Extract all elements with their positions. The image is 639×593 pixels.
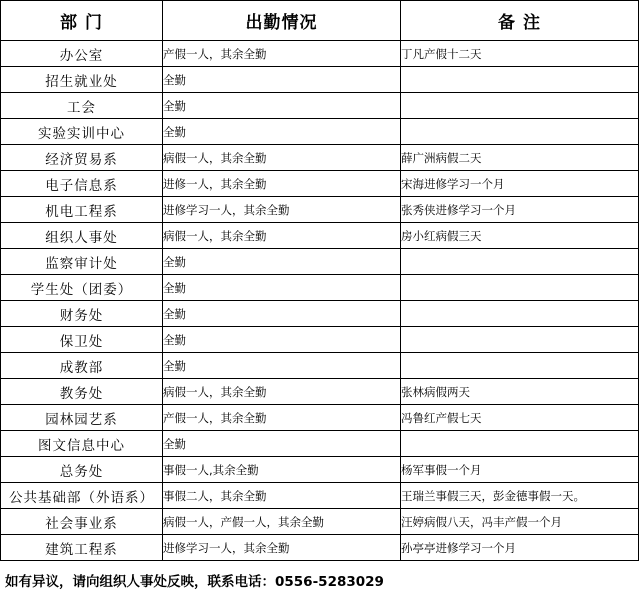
attendance-cell: 进修学习一人，其余全勤 [163, 197, 401, 223]
remarks-cell [401, 93, 639, 119]
attendance-cell: 全勤 [163, 67, 401, 93]
table-body [1, 41, 639, 561]
attendance-cell: 全勤 [163, 301, 401, 327]
table-row [1, 119, 639, 145]
remarks-cell [401, 119, 639, 145]
department-cell: 招生就业处 [1, 67, 163, 93]
table-row [1, 275, 639, 301]
attendance-cell: 全勤 [163, 353, 401, 379]
department-cell: 图文信息中心 [1, 431, 163, 457]
department-cell: 成教部 [1, 353, 163, 379]
department-cell: 公共基础部（外语系） [1, 483, 163, 509]
table-row [1, 535, 639, 561]
remarks-cell [401, 327, 639, 353]
table-row [1, 431, 639, 457]
attendance-cell: 全勤 [163, 431, 401, 457]
attendance-cell: 产假一人，其余全勤 [163, 41, 401, 67]
department-cell: 园林园艺系 [1, 405, 163, 431]
attendance-cell: 病假一人，其余全勤 [163, 379, 401, 405]
table-row [1, 145, 639, 171]
remarks-cell: 宋海进修学习一个月 [401, 171, 639, 197]
table-row [1, 379, 639, 405]
attendance-cell: 全勤 [163, 249, 401, 275]
attendance-cell: 事假一人,其余全勤 [163, 457, 401, 483]
remarks-cell [401, 353, 639, 379]
department-cell: 学生处（团委） [1, 275, 163, 301]
remarks-cell [401, 275, 639, 301]
attendance-cell: 全勤 [163, 275, 401, 301]
table-row [1, 67, 639, 93]
attendance-cell: 全勤 [163, 93, 401, 119]
department-cell: 经济贸易系 [1, 145, 163, 171]
table-row [1, 353, 639, 379]
remarks-cell: 汪婷病假八天，冯丰产假一个月 [401, 509, 639, 535]
remarks-cell [401, 249, 639, 275]
attendance-cell: 产假一人，其余全勤 [163, 405, 401, 431]
table-row [1, 327, 639, 353]
department-cell: 机电工程系 [1, 197, 163, 223]
attendance-cell: 进修学习一人，其余全勤 [163, 535, 401, 561]
remarks-cell: 杨军事假一个月 [401, 457, 639, 483]
contact-footer: 如有异议，请向组织人事处反映，联系电话：0556-5283029 [5, 574, 384, 590]
attendance-cell: 全勤 [163, 119, 401, 145]
department-cell: 总务处 [1, 457, 163, 483]
table-row [1, 249, 639, 275]
remarks-cell [401, 431, 639, 457]
remarks-cell: 王瑞兰事假三天，彭金德事假一天。 [401, 483, 639, 509]
department-cell: 组织人事处 [1, 223, 163, 249]
attendance-cell: 进修一人，其余全勤 [163, 171, 401, 197]
header-attendance: 出勤情况 [163, 1, 401, 41]
header-department: 部 门 [1, 1, 163, 41]
attendance-cell: 病假一人，其余全勤 [163, 145, 401, 171]
department-cell: 办公室 [1, 41, 163, 67]
department-cell: 财务处 [1, 301, 163, 327]
department-cell: 工会 [1, 93, 163, 119]
table-row [1, 483, 639, 509]
remarks-cell: 张林病假两天 [401, 379, 639, 405]
remarks-cell: 薛广洲病假二天 [401, 145, 639, 171]
table-row [1, 93, 639, 119]
attendance-cell: 病假一人，产假一人，其余全勤 [163, 509, 401, 535]
department-cell: 教务处 [1, 379, 163, 405]
remarks-cell [401, 301, 639, 327]
table-row [1, 171, 639, 197]
header-remarks: 备 注 [401, 1, 639, 41]
remarks-cell: 丁凡产假十二天 [401, 41, 639, 67]
remarks-cell: 张秀侠进修学习一个月 [401, 197, 639, 223]
department-cell: 社会事业系 [1, 509, 163, 535]
table-row [1, 405, 639, 431]
attendance-cell: 全勤 [163, 327, 401, 353]
remarks-cell: 孙亭亭进修学习一个月 [401, 535, 639, 561]
table-row [1, 41, 639, 67]
department-cell: 电子信息系 [1, 171, 163, 197]
attendance-cell: 事假二人，其余全勤 [163, 483, 401, 509]
attendance-cell: 病假一人，其余全勤 [163, 223, 401, 249]
table-row [1, 457, 639, 483]
department-cell: 建筑工程系 [1, 535, 163, 561]
table-row [1, 197, 639, 223]
remarks-cell [401, 67, 639, 93]
table-row [1, 509, 639, 535]
remarks-cell: 房小红病假三天 [401, 223, 639, 249]
department-cell: 保卫处 [1, 327, 163, 353]
department-cell: 监察审计处 [1, 249, 163, 275]
department-cell: 实验实训中心 [1, 119, 163, 145]
table-row [1, 301, 639, 327]
table-row [1, 223, 639, 249]
remarks-cell: 冯鲁红产假七天 [401, 405, 639, 431]
header-row [1, 1, 639, 41]
